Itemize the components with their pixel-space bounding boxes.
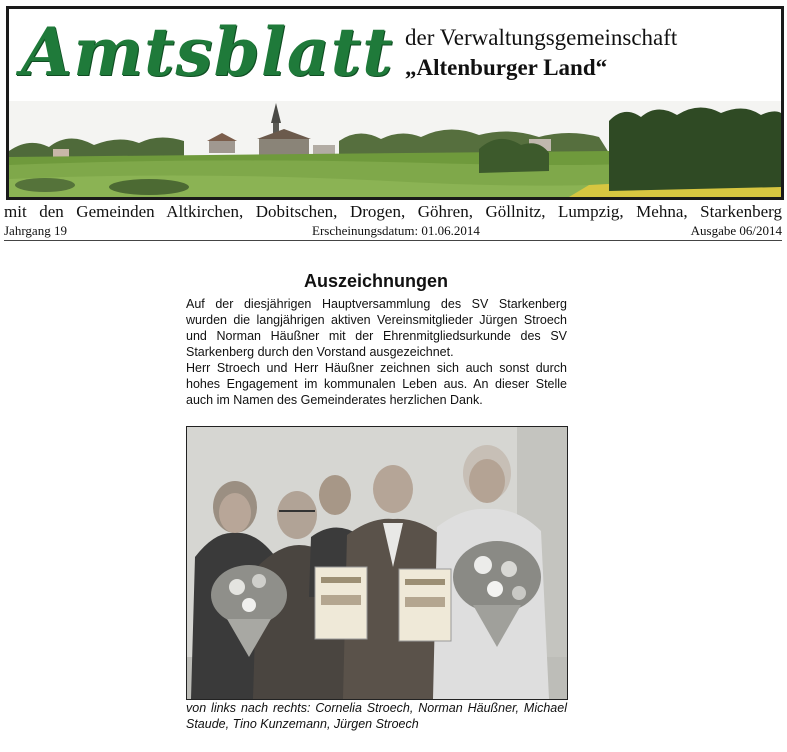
masthead: [6, 6, 784, 200]
masthead-title: Amtsblatt: [21, 13, 394, 91]
masthead-subtitle: [405, 23, 677, 83]
header-divider: [4, 240, 782, 241]
publication-date: Erscheinungsdatum: 01.06.2014: [312, 223, 480, 238]
issue-meta-row: [4, 223, 782, 239]
photo-caption: von links nach rechts: Cornelia Stroech, Norman Häußner, Michael Staude, Tino Kunzemann, Jürgen Stroech: [186, 701, 567, 731]
masthead-subtitle-line1: der Verwaltungsgemeinschaft: [405, 25, 678, 50]
municipalities-line: mit den Gemeinden Altkirchen, Dobitschen, Drogen, Göhren, Göllnitz, Lumpzig, Mehna, Starkenberg: [4, 202, 782, 221]
award-group-photo: [186, 426, 568, 700]
article-paragraph: Herr Stroech und Herr Häußner zeichnen sich auch sonst durch hohes Engagement im kommunalen Leben aus. An dieser Stelle auch im Namen des Gemeinderates herzlichen Dank.: [186, 361, 567, 407]
landscape-banner-image: [9, 101, 781, 197]
article-body: [186, 296, 567, 408]
issue-number: Ausgabe 06/2014: [690, 223, 782, 238]
article-title: Auszeichnungen: [303, 271, 448, 291]
volume-label: Jahrgang 19: [4, 223, 67, 238]
masthead-subtitle-line2: „Altenburger Land“: [405, 55, 608, 80]
article-paragraph: Auf der diesjährigen Hauptversammlung des SV Starkenberg wurden die langjährigen aktiven Vereinsmitglieder Jürgen Stroech und Norman Häußner mit der Ehrenmitgliedsurkunde des SV Starkenberg durch den Vorstand ausgezeichnet.: [186, 297, 567, 359]
